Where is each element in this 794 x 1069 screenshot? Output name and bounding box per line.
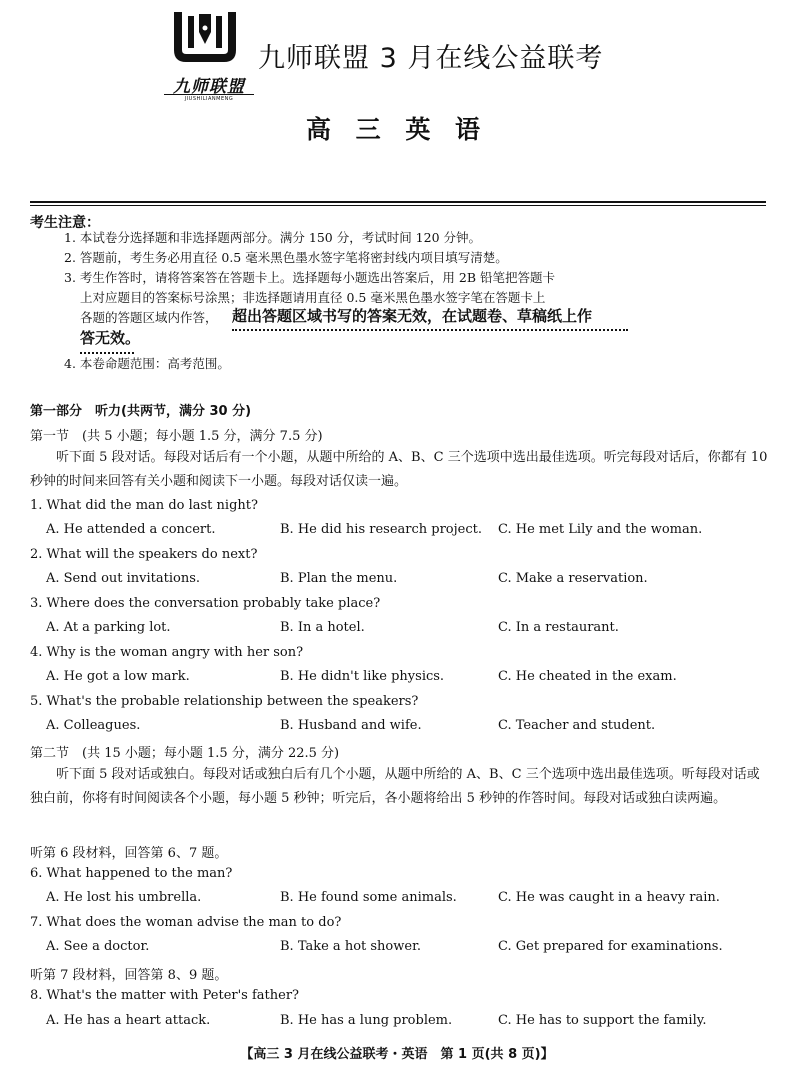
notice-emphasis: 超出答题区域书写的答案无效，在试题卷、草稿纸上作	[232, 307, 593, 325]
logo-subtext: JIUSHILIANMENG	[164, 94, 254, 102]
divider	[30, 205, 766, 206]
exam-title: 九师联盟 3 月在线公益联考	[258, 43, 604, 74]
section-instructions: 听下面 5 段对话。每段对话后有一个小题，从题中所给的 A、B、C 三个选项中选出最佳选项。听完每段对话后，你都有 10 秒钟的时间来回答有关小题和阅读下一小题。每段对话仅读一遍。	[30, 450, 768, 489]
option-b: B. He didn't like physics.	[280, 669, 445, 684]
option-b: B. Plan the menu.	[280, 571, 398, 586]
material-label: 听第 7 段材料，回答第 8、9 题。	[30, 968, 228, 983]
notice-item: 3. 考生作答时，请将答案答在答题卡上。选择题每小题选出答案后，用 2B 铅笔把答题卡	[64, 270, 555, 285]
option-a: A. Send out invitations.	[46, 571, 201, 586]
part-title: 第一部分 听力(共两节，满分 30 分)	[30, 404, 252, 419]
notice-item: 4. 本卷命题范围：高考范围。	[64, 356, 230, 371]
section-title: 第二节 (共 15 小题；每小题 1.5 分，满分 22.5 分)	[30, 746, 340, 761]
question: 6. What happened to the man?	[30, 866, 233, 881]
option-a: A. He got a low mark.	[46, 669, 190, 684]
logo-text: 九师联盟	[173, 77, 245, 97]
subject-title: 高 三 英 语	[305, 115, 489, 144]
notice-title: 考生注意：	[30, 215, 100, 231]
option-a: A. He lost his umbrella.	[46, 890, 202, 905]
question: 8. What's the matter with Peter's father?	[30, 988, 300, 1003]
divider	[30, 201, 766, 203]
section-title: 第一节 (共 5 小题；每小题 1.5 分，满分 7.5 分)	[30, 429, 323, 444]
option-b: B. He found some animals.	[280, 890, 457, 905]
option-c: C. He was caught in a heavy rain.	[498, 890, 720, 905]
question: 1. What did the man do last night?	[30, 498, 258, 513]
emphasis-dots	[232, 329, 628, 331]
option-a: A. See a doctor.	[46, 939, 150, 954]
option-c: C. In a restaurant.	[498, 620, 619, 635]
section-instructions: 听下面 5 段对话或独白。每段对话或独白后有几个小题，从题中所给的 A、B、C 三个选项中选出最佳选项。听每段对话或独白前，你将有时间阅读各个小题，每小题 5 秒钟；听完后，各小题将给出 5 秒钟的作答时间。每段对话或独白读两遍。	[30, 767, 760, 806]
option-c: C. Teacher and student.	[498, 718, 656, 733]
question: 4. Why is the woman angry with her son?	[30, 645, 304, 660]
logo-pen-icon	[170, 10, 240, 66]
option-a: A. He has a heart attack.	[46, 1013, 211, 1028]
notice-item: 各题的答题区域内作答，	[80, 310, 218, 325]
notice-item: 1. 本试卷分选择题和非选择题两部分。满分 150 分，考试时间 120 分钟。	[64, 230, 482, 245]
question: 2. What will the speakers do next?	[30, 547, 258, 562]
question: 7. What does the woman advise the man to do?	[30, 915, 342, 930]
option-c: C. He met Lily and the woman.	[498, 522, 703, 537]
option-b: B. Husband and wife.	[280, 718, 422, 733]
option-c: C. Get prepared for examinations.	[498, 939, 723, 954]
option-b: B. In a hotel.	[280, 620, 365, 635]
option-c: C. He has to support the family.	[498, 1013, 707, 1028]
notice-item: 上对应题目的答案标号涂黑；非选择题请用直径 0.5 毫米黑色墨水签字笔在答题卡上	[80, 290, 546, 305]
question: 5. What's the probable relationship between the speakers?	[30, 694, 419, 709]
notice-emphasis: 答无效。	[80, 329, 141, 347]
option-b: B. He has a lung problem.	[280, 1013, 453, 1028]
notice-item: 2. 答题前，考生务必用直径 0.5 毫米黑色墨水签字笔将密封线内项目填写清楚。	[64, 250, 508, 265]
logo	[160, 10, 256, 102]
option-c: C. He cheated in the exam.	[498, 669, 677, 684]
option-b: B. Take a hot shower.	[280, 939, 421, 954]
option-a: A. At a parking lot.	[46, 620, 171, 635]
option-a: A. Colleagues.	[46, 718, 141, 733]
option-a: A. He attended a concert.	[46, 522, 216, 537]
option-b: B. He did his research project.	[280, 522, 482, 537]
page-footer: 【高三 3 月在线公益联考・英语 第 1 页(共 8 页)】	[240, 1047, 554, 1062]
question: 3. Where does the conversation probably take place?	[30, 596, 381, 611]
material-label: 听第 6 段材料，回答第 6、7 题。	[30, 846, 228, 861]
option-c: C. Make a reservation.	[498, 571, 648, 586]
